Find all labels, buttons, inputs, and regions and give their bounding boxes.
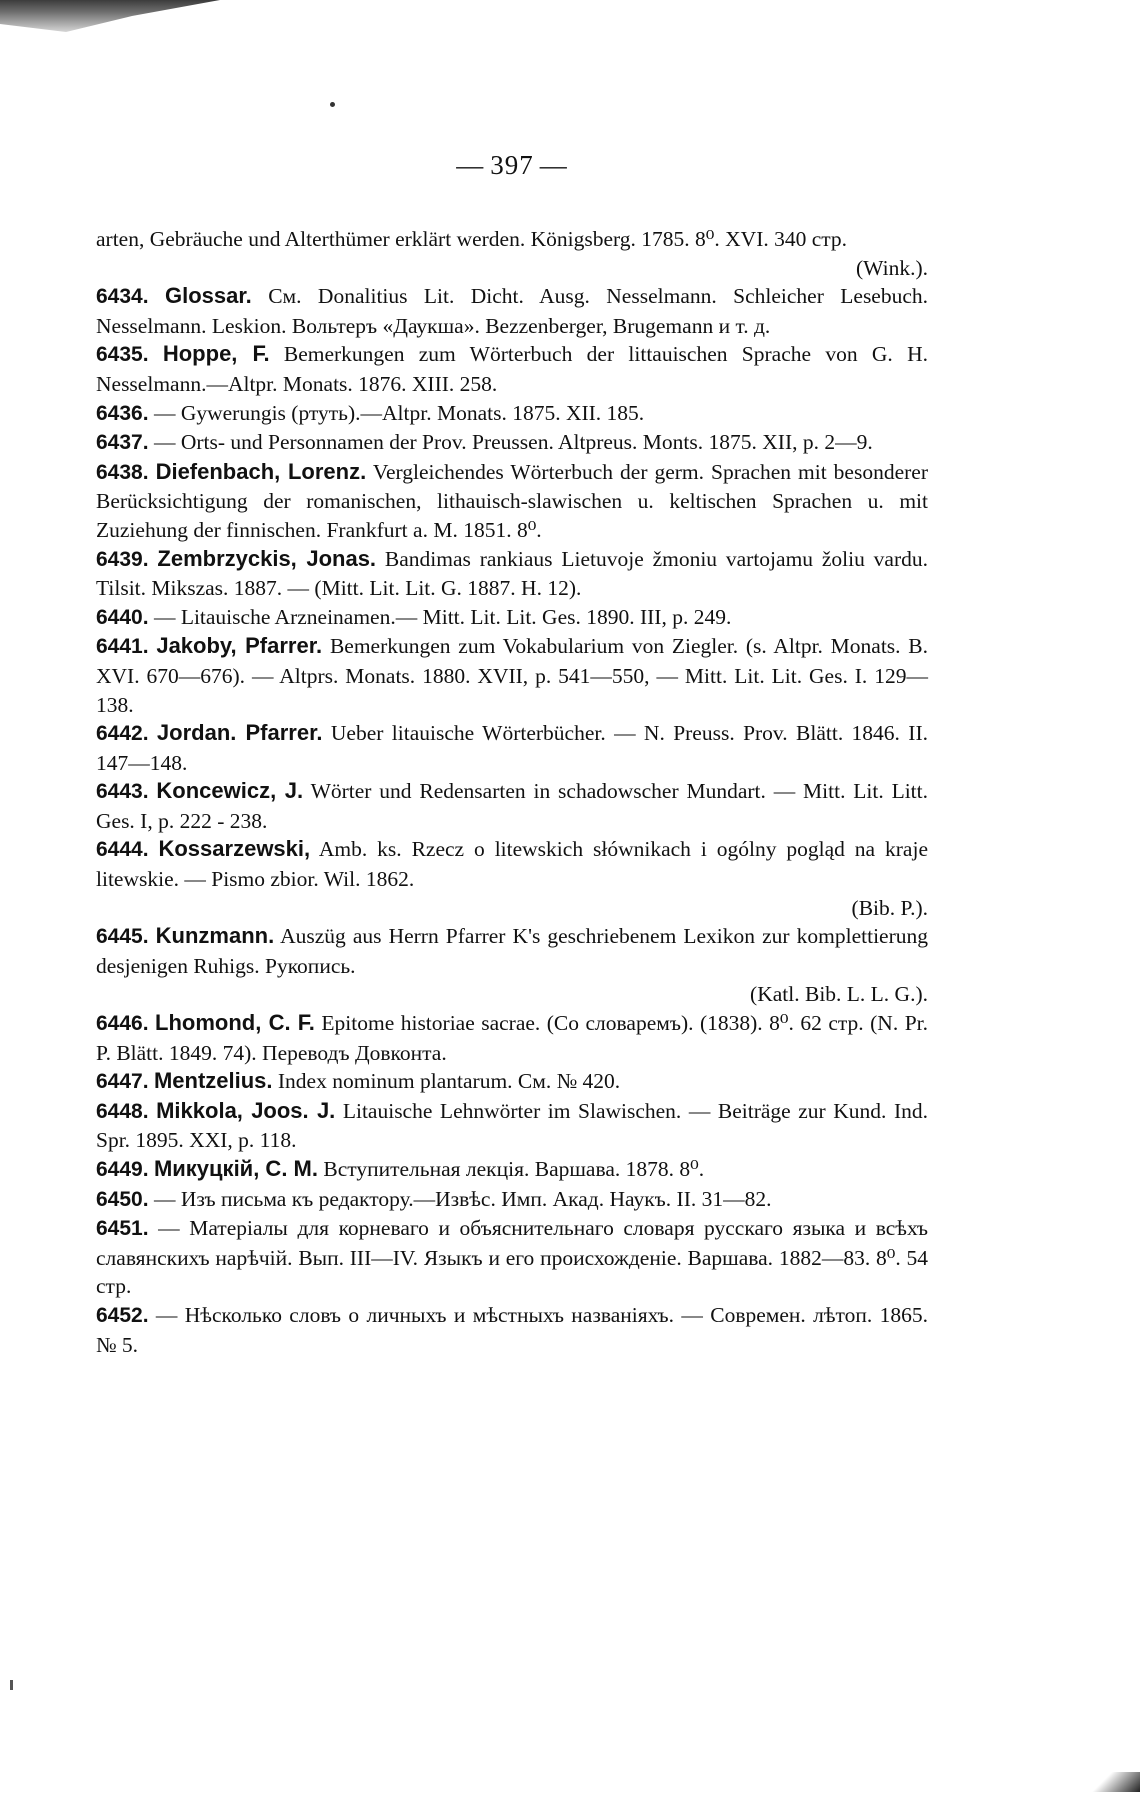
scan-margin-tick	[10, 1680, 13, 1690]
entry-number: 6442.	[96, 722, 149, 746]
entry-author: Lhomond, C. F.	[155, 1010, 315, 1036]
entry-source: (Katl. Bib. L. L. G.).	[750, 982, 928, 1007]
entry-text: Wörter und Redensarten in schadowscher Mundart. — Mitt. Lit. Litt. Ges. I, p. 222 - 238.	[96, 779, 928, 833]
entry-number: 6450.	[96, 1187, 149, 1211]
entry-6449	[96, 1155, 928, 1185]
scan-corner-mark	[1080, 1772, 1140, 1792]
entry-6434	[96, 282, 928, 340]
entry-6448	[96, 1097, 928, 1155]
entry-text: — Litauische Arzneinamen.— Mitt. Lit. Lit. Ges. 1890. III, p. 249.	[153, 604, 732, 629]
entry-author: Diefenbach, Lorenz.	[155, 458, 367, 484]
entry-text: Litauische Lehnwörter im Slawischen. — Beiträge zur Kund. Ind. Spr. 1895. XXI, p. 118.	[96, 1098, 928, 1153]
entry-text: arten, Gebräuche und Alterthümer erklärt werden. Königsberg. 1785. 8⁰. XVI. 340 стр.	[96, 227, 848, 251]
entry-author: Jakoby, Pfarrer.	[156, 633, 323, 659]
entry-text: Auszüg aus Herrn Pfarrer K's geschriebenem Lexikon zur komplettierung desjenigen Ruhigs. Рукопись.	[96, 924, 928, 978]
entry-author: Koncewicz, J.	[156, 778, 304, 804]
entry-number: 6436.	[96, 401, 149, 425]
entry-text: Vergleichendes Wörterbuch der germ. Sprachen mit besonderer Berücksichtigung der romanischen, lithauisch-slawischen u. keltischen Sprachen u. mit Zuziehung der finnischen. Frankfurt a. M. 1851. 8⁰.	[96, 459, 928, 542]
entry-6446	[96, 1009, 928, 1067]
entry-text: См. Donalitius Lit. Dicht. Ausg. Nesselmann. Schleicher Lesebuch. Nesselmann. Leskion. Вольтеръ «Даукша». Bezzenberger, Brugemann и т. д.	[96, 284, 929, 338]
entry-author: Zembrzyckis, Jonas.	[157, 545, 377, 571]
entry-text: Index nominum plantarum. См. № 420.	[277, 1069, 621, 1094]
entry-6436	[96, 399, 928, 429]
page-number-value: 397	[490, 150, 534, 180]
entry-text: — Orts- und Personnamen der Prov. Preussen. Altpreus. Monts. 1875. XII, p. 2—9.	[153, 430, 873, 455]
entry-number: 6451.	[96, 1217, 149, 1241]
entry-author: Kossarzewski,	[158, 836, 311, 862]
scan-dot	[330, 102, 335, 107]
entry-author: Микуцкій, С. М.	[153, 1156, 318, 1181]
entry-text: — Матеріалы для корневаго и объяснительнаго словаря русскаго языка и всѣхъ славянскихъ нарѣчій. Вып. III—IV. Языкъ и его происхожденіе. Варшава. 1882—83. 8⁰. 54 стр.	[96, 1216, 928, 1299]
entry-author: Mikkola, Joos. J.	[156, 1097, 336, 1123]
entry-text: Amb. ks. Rzecz o litewskich słównikach i ogólny pogląd na kraje litewskie. — Pismo zbior. Wil. 1862.	[96, 837, 928, 892]
entry-number: 6444.	[96, 838, 149, 862]
entry-6447	[96, 1067, 928, 1097]
entry-number: 6449.	[96, 1158, 149, 1181]
entry-number: 6448.	[96, 1099, 149, 1123]
entry-number: 6440.	[96, 605, 149, 629]
entry-6438	[96, 458, 928, 545]
entry-6437	[96, 428, 928, 458]
entry-number: 6445.	[96, 925, 149, 949]
entry-number: 6446.	[96, 1012, 149, 1036]
entry-text: Bemerkungen zum Wörterbuch der littauischen Sprache von G. H. Nesselmann.—Altpr. Monats. 1876. XIII. 258.	[96, 342, 928, 396]
entry-author: Glossar.	[164, 283, 252, 309]
entry-text: Ueber litauische Wörterbücher. — N. Preuss. Prov. Blätt. 1846. II. 147—148.	[96, 721, 928, 775]
entry-number: 6439.	[96, 547, 149, 571]
entry-text: Вступительная лекція. Варшава. 1878. 8⁰.	[323, 1157, 705, 1181]
entry-number: 6443.	[96, 780, 149, 804]
entry-text: Bemerkungen zum Vokabularium von Ziegler. (s. Altpr. Monats. B. XVI. 670—676). — Altprs. Monats. 1880. XVII, p. 541—550, — Mitt. Lit. Lit. Ges. I. 129—138.	[96, 634, 929, 717]
entry-6442	[96, 719, 928, 777]
entry-6445	[96, 922, 928, 1009]
entry-6451	[96, 1214, 928, 1301]
entry-author: Kunzmann.	[155, 923, 275, 949]
scan-smudge	[0, 0, 220, 40]
entry-6439	[96, 545, 928, 603]
entry-6443	[96, 777, 928, 835]
entry-source: (Wink.).	[856, 255, 928, 280]
entry-number: 6452.	[96, 1303, 149, 1327]
entry-number: 6441.	[96, 635, 149, 659]
entry-6450	[96, 1185, 928, 1215]
entry-6444	[96, 835, 928, 922]
entry-6441	[96, 632, 928, 719]
entry-text: — Изъ письма къ редактору.—Извѣс. Имп. Акад. Наукъ. II. 31—82.	[153, 1186, 772, 1211]
entry-number: 6438.	[96, 460, 149, 484]
entry-text: Bandimas rankiaus Lietuvoje žmoniu vartojamu žoliu vardu. Tilsit. Mikszas. 1887. — (Mitt. Lit. Lit. G. 1887. H. 12).	[96, 546, 929, 601]
entry-text: — Нѣсколько словъ о личныхъ и мѣстныхъ названіяхъ. — Современ. лѣтоп. 1865. № 5.	[96, 1302, 928, 1357]
entry-source: (Bib. P.).	[851, 895, 928, 920]
entry-6452	[96, 1301, 928, 1359]
entry-author: Hoppe, F.	[162, 341, 270, 367]
entry-number: 6447.	[96, 1070, 149, 1094]
entry-text: Epitome historiae sacrae. (Со словаремъ). (1838). 8⁰. 62 стр. (N. Pr. P. Blätt. 1849. 74). Переводъ Довконта.	[96, 1011, 928, 1065]
entry-number: 6435.	[96, 343, 149, 367]
page-number: — 397 —	[456, 150, 568, 180]
entry-continuation	[96, 225, 928, 282]
entry-6440	[96, 603, 928, 633]
entry-number: 6434.	[96, 285, 149, 309]
entry-6435	[96, 340, 928, 398]
entry-number: 6437.	[96, 431, 149, 455]
entry-author: Jordan. Pfarrer.	[156, 720, 323, 746]
entry-text: — Gywerungis (ртуть).—Altpr. Monats. 1875. XII. 185.	[153, 400, 645, 425]
entry-author: Mentzelius.	[153, 1068, 273, 1094]
page-body	[96, 150, 928, 1359]
